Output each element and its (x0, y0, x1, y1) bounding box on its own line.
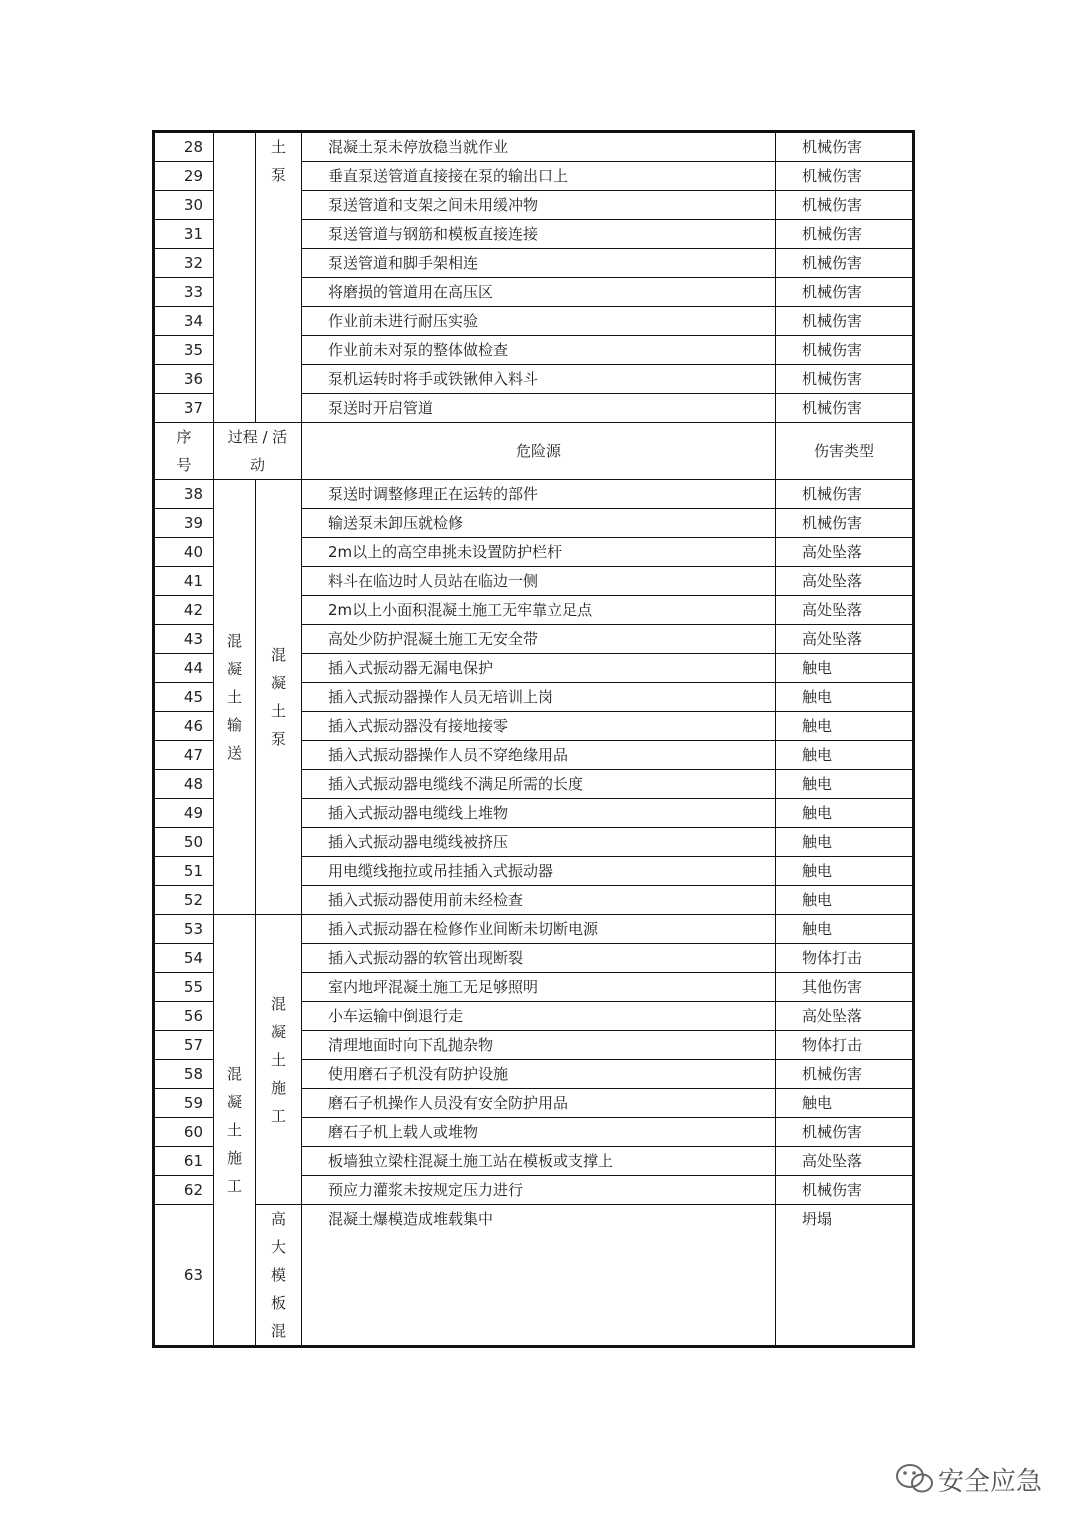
hazard-cell: 插入式振动器的软管出现断裂 (302, 944, 776, 973)
injury-cell: 触电 (776, 1089, 914, 1118)
row-number: 49 (154, 799, 214, 828)
hazard-cell: 插入式振动器电缆线不满足所需的长度 (302, 770, 776, 799)
row-number: 58 (154, 1060, 214, 1089)
hazard-cell: 插入式振动器无漏电保护 (302, 654, 776, 683)
injury-cell: 机械伤害 (776, 1118, 914, 1147)
row-number: 44 (154, 654, 214, 683)
row-number: 57 (154, 1031, 214, 1060)
hazard-table-sheet (152, 130, 912, 1390)
row-number: 33 (154, 278, 214, 307)
row-number: 30 (154, 191, 214, 220)
table-row (154, 915, 914, 944)
hazard-cell: 泵送管道与钢筋和模板直接连接 (302, 220, 776, 249)
header-process: 过程 / 活 动 (214, 423, 302, 480)
table-header-row (154, 423, 914, 480)
hazard-cell: 插入式振动器在检修作业间断未切断电源 (302, 915, 776, 944)
injury-cell: 机械伤害 (776, 307, 914, 336)
injury-cell: 物体打击 (776, 1031, 914, 1060)
hazard-cell: 泵送管道和脚手架相连 (302, 249, 776, 278)
injury-cell: 机械伤害 (776, 365, 914, 394)
row-number: 28 (154, 132, 214, 162)
hazard-cell: 板墙独立梁柱混凝土施工站在模板或支撑上 (302, 1147, 776, 1176)
hazard-cell: 泵机运转时将手或铁锹伸入料斗 (302, 365, 776, 394)
injury-cell: 触电 (776, 915, 914, 944)
injury-cell: 高处坠落 (776, 625, 914, 654)
injury-cell: 触电 (776, 886, 914, 915)
hazard-cell: 泵送时开启管道 (302, 394, 776, 423)
injury-cell: 机械伤害 (776, 394, 914, 423)
hazard-cell: 插入式振动器电缆线被挤压 (302, 828, 776, 857)
hazard-cell: 用电缆线拖拉或吊挂插入式振动器 (302, 857, 776, 886)
injury-cell: 机械伤害 (776, 132, 914, 162)
hazard-cell: 泵送时调整修理正在运转的部件 (302, 480, 776, 509)
hazard-cell: 料斗在临边时人员站在临边一侧 (302, 567, 776, 596)
row-number: 50 (154, 828, 214, 857)
row-number: 34 (154, 307, 214, 336)
injury-cell: 机械伤害 (776, 1060, 914, 1089)
injury-cell: 物体打击 (776, 944, 914, 973)
injury-cell: 其他伤害 (776, 973, 914, 1002)
injury-cell: 高处坠落 (776, 1002, 914, 1031)
hazard-cell: 高处少防护混凝土施工无安全带 (302, 625, 776, 654)
injury-cell: 高处坠落 (776, 567, 914, 596)
row-number: 39 (154, 509, 214, 538)
injury-cell: 触电 (776, 683, 914, 712)
injury-cell: 机械伤害 (776, 336, 914, 365)
row-number: 60 (154, 1118, 214, 1147)
row-number: 31 (154, 220, 214, 249)
hazard-cell: 室内地坪混凝土施工无足够照明 (302, 973, 776, 1002)
header-no: 序 号 (154, 423, 214, 480)
injury-cell: 触电 (776, 654, 914, 683)
row-number: 46 (154, 712, 214, 741)
row-number: 61 (154, 1147, 214, 1176)
row-number: 63 (154, 1205, 214, 1347)
injury-cell: 高处坠落 (776, 538, 914, 567)
row-number: 47 (154, 741, 214, 770)
process-cell-construct: 混 凝 土 施 工 (214, 915, 256, 1347)
hazard-cell: 混凝土爆模造成堆载集中 (302, 1205, 776, 1347)
hazard-cell: 作业前未进行耐压实验 (302, 307, 776, 336)
row-number: 45 (154, 683, 214, 712)
hazard-cell: 清理地面时向下乱抛杂物 (302, 1031, 776, 1060)
hazard-cell: 混凝土泵未停放稳当就作业 (302, 132, 776, 162)
process-cell-pump: 混 凝 土 输 送 (214, 480, 256, 915)
injury-cell: 触电 (776, 712, 914, 741)
row-number: 53 (154, 915, 214, 944)
watermark-text: 安全应急 (938, 1467, 1043, 1497)
hazard-cell: 使用磨石子机没有防护设施 (302, 1060, 776, 1089)
row-number: 55 (154, 973, 214, 1002)
injury-cell: 触电 (776, 799, 914, 828)
row-number: 41 (154, 567, 214, 596)
row-number: 40 (154, 538, 214, 567)
activity-cell-construct: 混 凝 土 施 工 (256, 915, 302, 1205)
hazard-cell: 插入式振动器操作人员无培训上岗 (302, 683, 776, 712)
injury-cell: 触电 (776, 770, 914, 799)
injury-cell: 坍塌 (776, 1205, 914, 1347)
hazard-cell: 垂直泵送管道直接接在泵的输出口上 (302, 162, 776, 191)
table-row (154, 480, 914, 509)
injury-cell: 高处坠落 (776, 596, 914, 625)
hazard-cell: 预应力灌浆未按规定压力进行 (302, 1176, 776, 1205)
injury-cell: 机械伤害 (776, 480, 914, 509)
row-number: 36 (154, 365, 214, 394)
row-number: 54 (154, 944, 214, 973)
row-number: 42 (154, 596, 214, 625)
row-number: 59 (154, 1089, 214, 1118)
row-number: 48 (154, 770, 214, 799)
table-row (154, 132, 914, 162)
hazard-cell: 磨石子机上载人或堆物 (302, 1118, 776, 1147)
injury-cell: 触电 (776, 857, 914, 886)
hazard-cell: 插入式振动器没有接地接零 (302, 712, 776, 741)
row-number: 43 (154, 625, 214, 654)
hazard-cell: 磨石子机操作人员没有安全防护用品 (302, 1089, 776, 1118)
injury-cell: 触电 (776, 741, 914, 770)
hazard-cell: 泵送管道和支架之间未用缓冲物 (302, 191, 776, 220)
hazard-cell: 插入式振动器电缆线上堆物 (302, 799, 776, 828)
hazard-cell: 插入式振动器操作人员不穿绝缘用品 (302, 741, 776, 770)
row-number: 51 (154, 857, 214, 886)
hazard-cell: 小车运输中倒退行走 (302, 1002, 776, 1031)
header-hazard: 危险源 (302, 423, 776, 480)
row-number: 38 (154, 480, 214, 509)
hazard-table (152, 130, 915, 1348)
header-injury: 伤害类型 (776, 423, 914, 480)
row-number: 56 (154, 1002, 214, 1031)
injury-cell: 机械伤害 (776, 278, 914, 307)
activity-cell-formwork: 高 大 模 板 混 (256, 1205, 302, 1347)
injury-cell: 高处坠落 (776, 1147, 914, 1176)
injury-cell: 机械伤害 (776, 162, 914, 191)
injury-cell: 机械伤害 (776, 220, 914, 249)
hazard-cell: 插入式振动器使用前未经检查 (302, 886, 776, 915)
injury-cell: 机械伤害 (776, 509, 914, 538)
activity-cell-pump: 混 凝 土 泵 (256, 480, 302, 915)
activity-cell-top: 土 泵 (256, 132, 302, 423)
hazard-cell: 将磨损的管道用在高压区 (302, 278, 776, 307)
hazard-cell: 2m以上小面积混凝土施工无牢靠立足点 (302, 596, 776, 625)
row-number: 52 (154, 886, 214, 915)
injury-cell: 机械伤害 (776, 191, 914, 220)
hazard-cell: 作业前未对泵的整体做检查 (302, 336, 776, 365)
row-number: 32 (154, 249, 214, 278)
row-number: 62 (154, 1176, 214, 1205)
injury-cell: 触电 (776, 828, 914, 857)
hazard-cell: 2m以上的高空串挑未设置防护栏杆 (302, 538, 776, 567)
row-number: 37 (154, 394, 214, 423)
hazard-cell: 输送泵未卸压就检修 (302, 509, 776, 538)
injury-cell: 机械伤害 (776, 1176, 914, 1205)
process-cell-empty (214, 132, 256, 423)
row-number: 29 (154, 162, 214, 191)
row-number: 35 (154, 336, 214, 365)
injury-cell: 机械伤害 (776, 249, 914, 278)
table-row (154, 1205, 914, 1347)
